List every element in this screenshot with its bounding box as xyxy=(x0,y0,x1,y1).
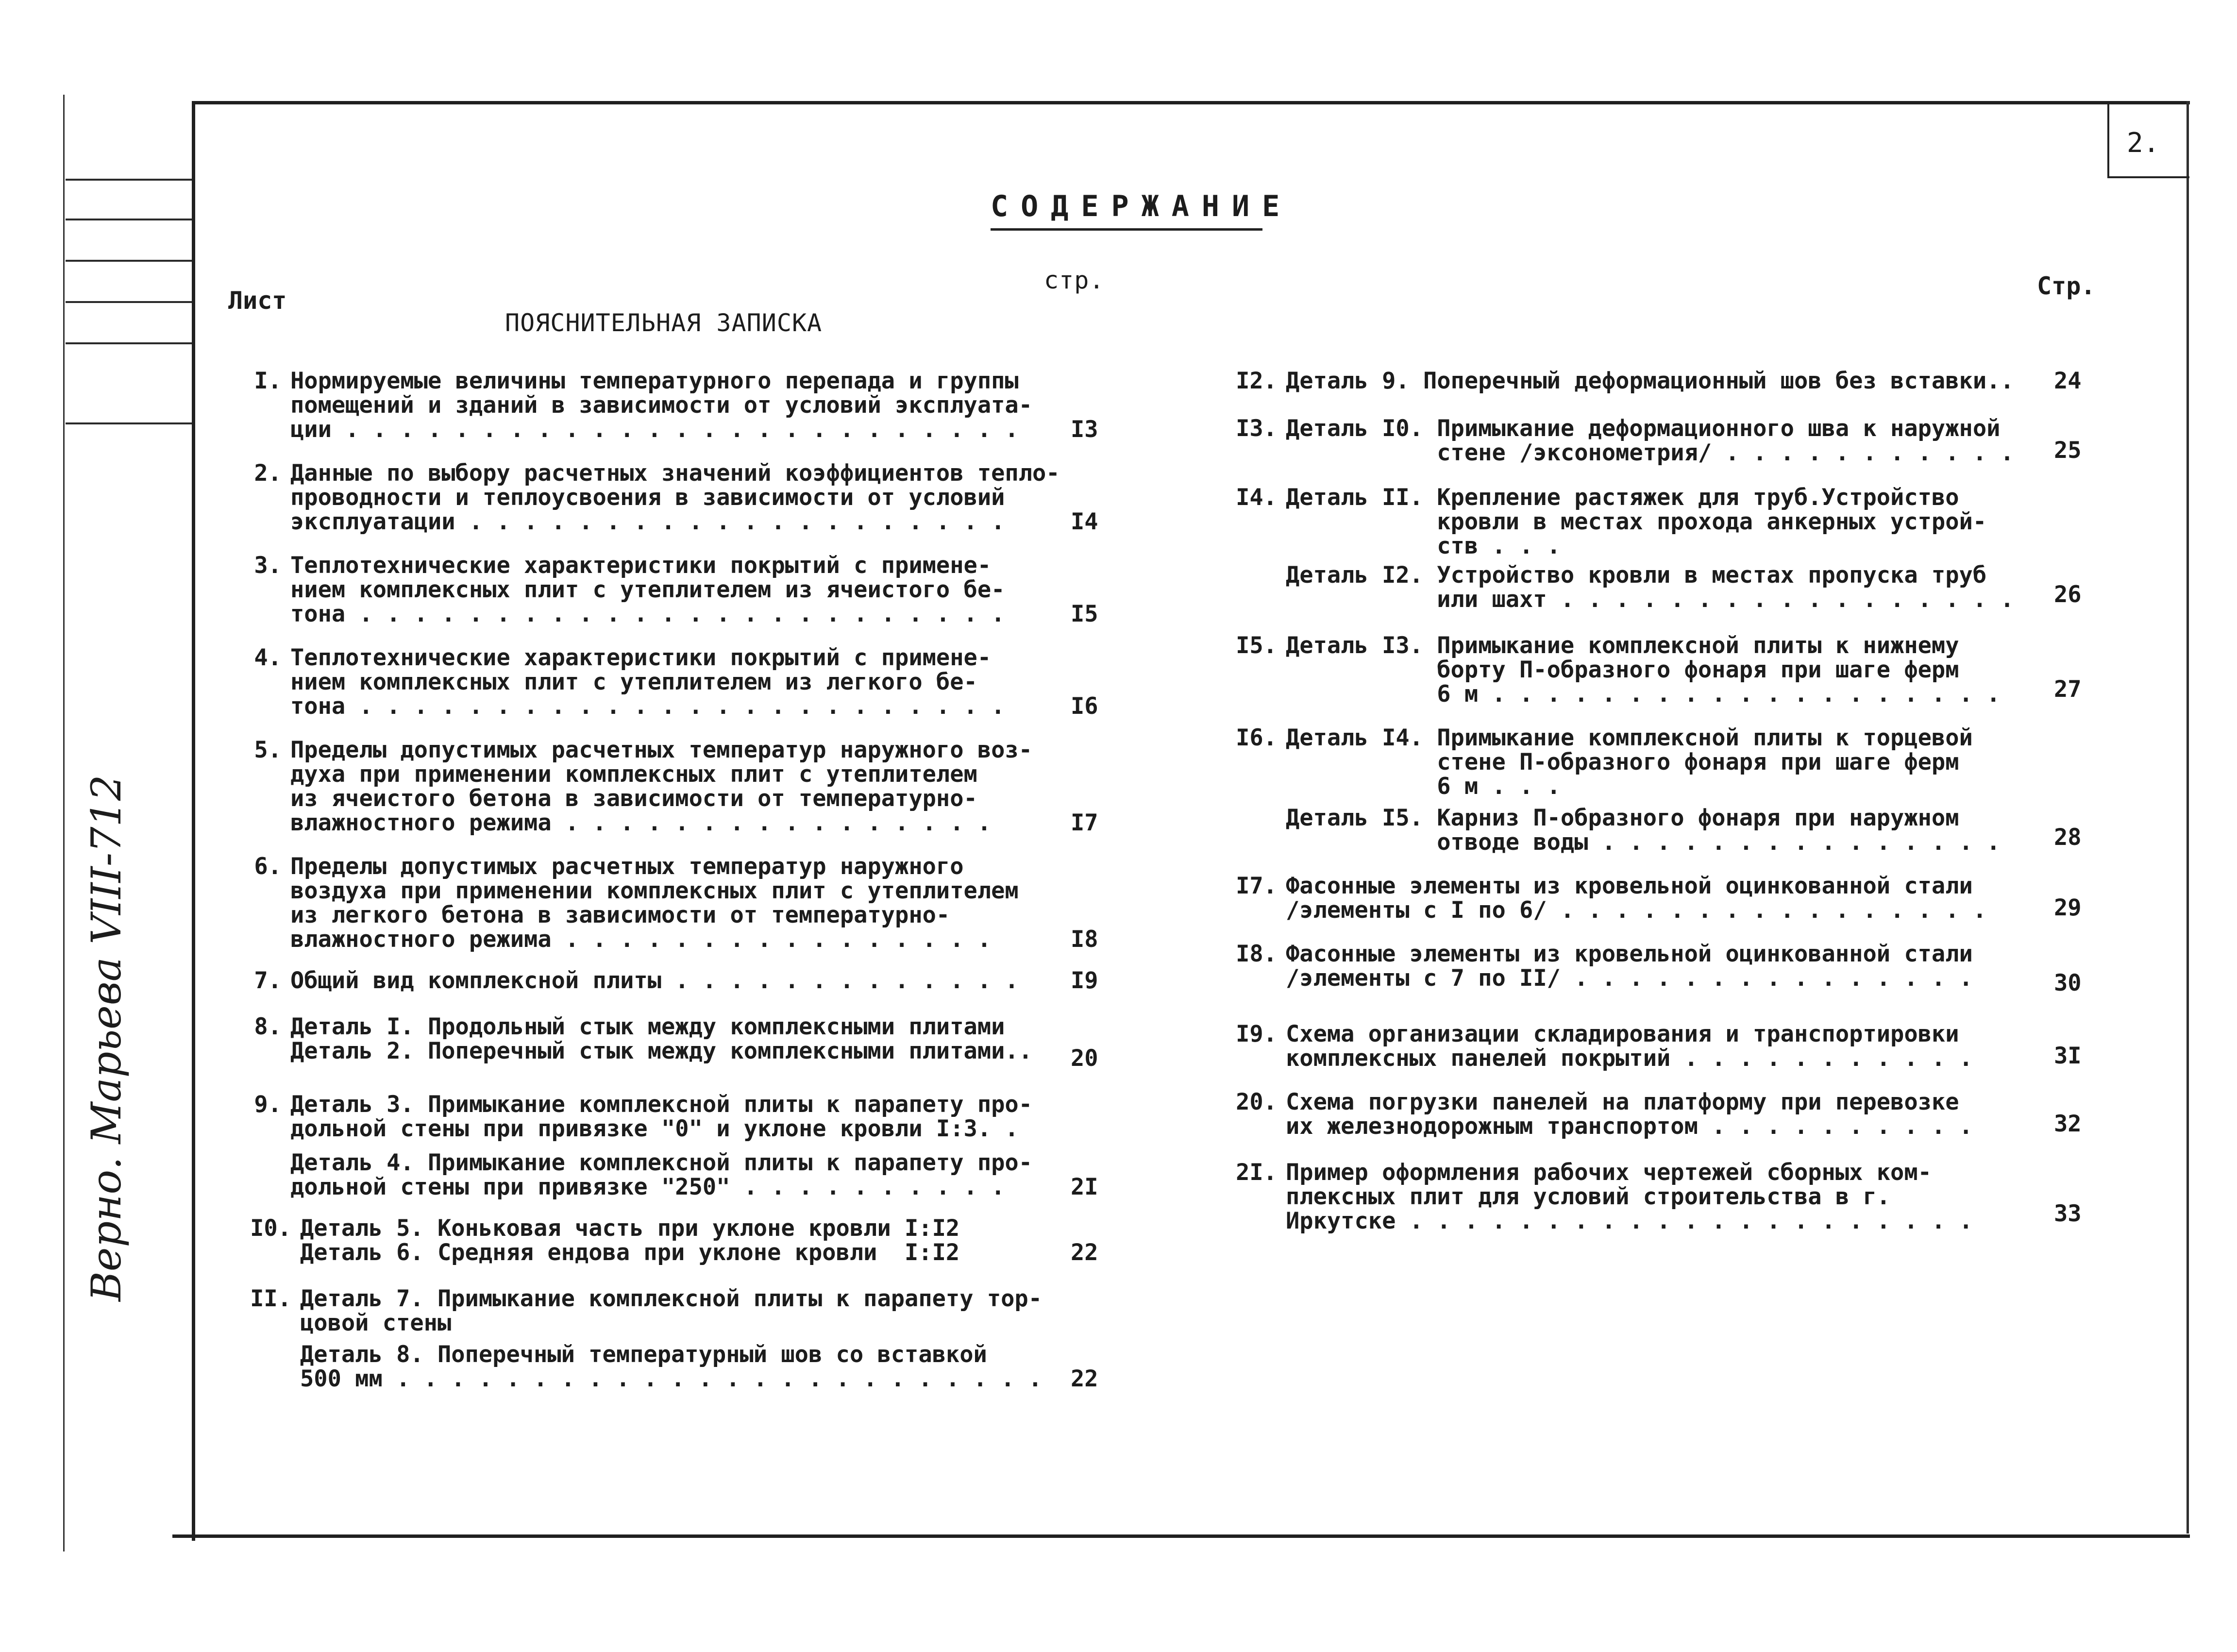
entry-text: Схема погрузки панелей на платформу при перевозке их железнодорожным транспортом . . . . . . . . . . xyxy=(1286,1089,1973,1140)
entry-page: I8 xyxy=(1071,926,1098,953)
entry-text: Данные по выбору расчетных значений коэффициентов тепло- проводности и теплоусвоения в зависимости от условий эксплуатации . . . . . . . . . . . . . . . . . . . . xyxy=(290,460,1060,535)
toc-entry xyxy=(228,368,1098,443)
toc-entry xyxy=(1214,726,1973,799)
entry-page: I9 xyxy=(1071,967,1098,994)
document-title: СОДЕРЖАНИЕ xyxy=(991,189,1293,223)
entry-text: Пределы допустимых расчетных температур наружного воздуха при применении комплексных плит с утеплителем из легкого бетона в зависимости от температурно- влажностного режима . . . . . . . . . . . . . . . . xyxy=(290,853,1019,953)
frame-border xyxy=(192,101,195,1541)
entry-number: I0. xyxy=(250,1215,291,1242)
entry-page: 32 xyxy=(2054,1111,2082,1137)
frame-border xyxy=(192,101,2190,104)
frame-border xyxy=(172,1534,2190,1538)
entry-text: Общий вид комплексной плиты . . . . . . . . . . . . . xyxy=(290,967,1019,994)
toc-entry xyxy=(1214,1159,2082,1234)
margin-rule xyxy=(66,260,192,262)
entry-number: 3. xyxy=(254,552,282,579)
page-number: 2. xyxy=(2127,127,2160,159)
entry-text: Деталь 5. Коньковая часть при уклоне кровли I:I2 Деталь 6. Средняя ендова при уклоне кровли I:I2 xyxy=(300,1215,960,1266)
toc-entry xyxy=(1214,805,2082,856)
toc-entry xyxy=(228,967,1098,994)
margin-rule xyxy=(66,219,192,220)
toc-entry xyxy=(1214,415,2082,466)
toc-entry xyxy=(1214,632,2082,708)
margin-rule xyxy=(66,422,192,424)
toc-entry xyxy=(228,552,1098,627)
page-header-left: стр. xyxy=(1044,266,1105,294)
toc-entry xyxy=(1214,562,2082,613)
entry-text: Деталь 4. Примыкание комплексной плиты к парапету про- дольной стены при привязке "250" . . . . . . . . . . xyxy=(290,1149,1033,1200)
title-underline xyxy=(991,228,1262,231)
entry-number: I. xyxy=(254,368,282,394)
entry-number: 7. xyxy=(254,967,282,994)
margin-rule xyxy=(66,179,192,181)
entry-number: I6. xyxy=(1236,725,1277,751)
frame-border xyxy=(2187,101,2189,1534)
entry-text: Деталь II. Крепление растяжек для труб.Устройство кровли в местах прохода анкерных устрой- ств . . . xyxy=(1286,484,1987,559)
entry-number: 4. xyxy=(254,644,282,671)
section-title: ПОЯСНИТЕЛЬНАЯ ЗАПИСКА xyxy=(505,309,823,337)
entry-page: 24 xyxy=(2054,368,2082,394)
entry-text: Схема организации складирования и транспортировки комплексных панелей покрытий . . . . . . . . . . . xyxy=(1286,1021,1973,1072)
toc-entry xyxy=(228,644,1098,720)
entry-number xyxy=(219,1343,300,1391)
toc-entry xyxy=(219,1341,1098,1392)
entry-page: 22 xyxy=(1071,1365,1098,1392)
entry-page: 25 xyxy=(2054,437,2082,464)
entry-number: 20. xyxy=(1236,1089,1277,1115)
entry-page: 28 xyxy=(2054,824,2082,851)
handwritten-signature: Верно. Марьева VIII-712 xyxy=(83,775,130,1301)
entry-text: Деталь I3. Примыкание комплексной плиты к нижнему борту П-образного фонаря при шаге ферм 6 м . . . . . . . . . . . . . . . . . . . xyxy=(1286,632,2001,708)
entry-number: I3. xyxy=(1236,415,1277,442)
toc-entry xyxy=(1214,1021,2082,1072)
entry-number: I4. xyxy=(1236,484,1277,511)
entry-text: Деталь I. Продольный стык между комплексными плитами Деталь 2. Поперечный стык между комплексными плитами.. xyxy=(290,1013,1033,1064)
entry-page: 20 xyxy=(1071,1045,1098,1072)
margin-rule xyxy=(66,342,192,344)
toc-entry xyxy=(1214,486,1986,558)
entry-number xyxy=(1214,563,1286,612)
toc-entry xyxy=(219,1215,1098,1266)
entry-number: I7. xyxy=(1236,873,1277,899)
entry-number: 2. xyxy=(254,460,282,487)
entry-page: 33 xyxy=(2054,1200,2082,1227)
toc-entry xyxy=(228,460,1098,535)
entry-number: 9. xyxy=(254,1091,282,1118)
margin-line xyxy=(63,95,65,1551)
entry-text: Деталь I5. Карниз П-образного фонаря при наружном отводе воды . . . . . . . . . . . . . . . xyxy=(1286,805,2001,856)
toc-entry xyxy=(1214,368,2082,394)
entry-number xyxy=(228,1151,290,1199)
entry-number: I8. xyxy=(1236,941,1277,967)
entry-text: Деталь 8. Поперечный температурный шов со вставкой 500 мм . . . . . . . . . . . . . . . . . . . . . . . . xyxy=(300,1341,1043,1392)
toc-entry xyxy=(219,1287,1042,1335)
entry-page: I6 xyxy=(1071,693,1098,720)
toc-entry xyxy=(1214,1089,2082,1140)
entry-text: Деталь 9. Поперечный деформационный шов без вставки.. xyxy=(1286,368,2014,394)
toc-entry xyxy=(228,1149,1098,1200)
entry-page: I7 xyxy=(1071,809,1098,836)
entry-number xyxy=(1214,806,1286,855)
toc-entry xyxy=(228,853,1098,953)
entry-text: Деталь I2. Устройство кровли в местах пропуска труб или шахт . . . . . . . . . . . . . . . . . xyxy=(1286,562,2014,613)
entry-text: Деталь I0. Примыкание деформационного шва к наружной стене /экcонометрия/ . . . . . . . . . . . xyxy=(1286,415,2014,466)
entry-number: 6. xyxy=(254,853,282,880)
entry-number: I2. xyxy=(1236,368,1277,394)
entry-page: I5 xyxy=(1071,601,1098,627)
entry-text: Фасонные элементы из кровельной оцинкованной стали /элементы с 7 по II/ . . . . . . . . . . . . . . . xyxy=(1286,941,1973,992)
margin-rule xyxy=(66,301,192,303)
toc-entry xyxy=(228,1013,1098,1072)
entry-text: Теплотехнические характеристики покрытий с примене- нием комплексных плит с утеплителем из легкого бе- тона . . . . . . . . . . . . . . . . . . . . . . . . xyxy=(290,644,1005,720)
entry-page: 29 xyxy=(2054,894,2082,921)
entry-number: II. xyxy=(250,1285,291,1312)
toc-entry xyxy=(228,737,1098,836)
entry-text: Фасонные элементы из кровельной оцинкованной стали /элементы с I по 6/ . . . . . . . . . . . . . . . . xyxy=(1286,873,1987,924)
entry-page: 27 xyxy=(2054,676,2082,703)
entry-number: 5. xyxy=(254,737,282,763)
entry-page: 26 xyxy=(2054,581,2082,608)
entry-text: Пример оформления рабочих чертежей сборных ком- плексных плит для условий строительства в г. Иркутске . . . . . . . . . . . . . . . . . . . . . xyxy=(1286,1159,1973,1234)
entry-number: 2I. xyxy=(1236,1159,1277,1186)
entry-page: 22 xyxy=(1071,1239,1098,1266)
entry-text: Теплотехнические характеристики покрытий с примене- нием комплексных плит с утеплителем из ячеистого бе- тона . . . . . . . . . . . . . . . . . . . . . . . . xyxy=(290,552,1005,627)
entry-number: I5. xyxy=(1236,632,1277,659)
sheet-header: Лист xyxy=(228,287,287,315)
toc-entry xyxy=(1214,941,2082,996)
toc-entry xyxy=(1214,873,2082,924)
page-header-right: Стр. xyxy=(2037,272,2096,300)
entry-number: 8. xyxy=(254,1013,282,1040)
entry-text: Деталь 3. Примыкание комплексной плиты к парапету про- дольной стены при привязке "0" и уклоне кровли I:3. . xyxy=(290,1091,1033,1142)
entry-text: Нормируемые величины температурного перепада и группы помещений и зданий в зависимости от условий эксплуата- ции . . . . . . . . . . . . . . . . . . . . . . . . . xyxy=(290,368,1033,443)
entry-page: 30 xyxy=(2054,970,2082,996)
entry-page: 3I xyxy=(2054,1043,2082,1069)
entry-page: I4 xyxy=(1071,508,1098,535)
toc-entry xyxy=(228,1093,1032,1141)
entry-text: Деталь I4. Примыкание комплексной плиты к торцевой стене П-образного фонаря при шаге ферм 6 м . . . xyxy=(1286,725,1973,800)
entry-number: I9. xyxy=(1236,1021,1277,1047)
entry-page: 2I xyxy=(1071,1174,1098,1200)
entry-text: Деталь 7. Примыкание комплексной плиты к парапету тор- цовой стены xyxy=(300,1285,1043,1336)
entry-page: I3 xyxy=(1071,416,1098,443)
entry-text: Пределы допустимых расчетных температур наружного воз- духа при применении комплексных плит с утеплителем из ячеистого бетона в зависимости от температурно- влажностного режима . . . . . . . . . . . . . . . . xyxy=(290,737,1033,836)
